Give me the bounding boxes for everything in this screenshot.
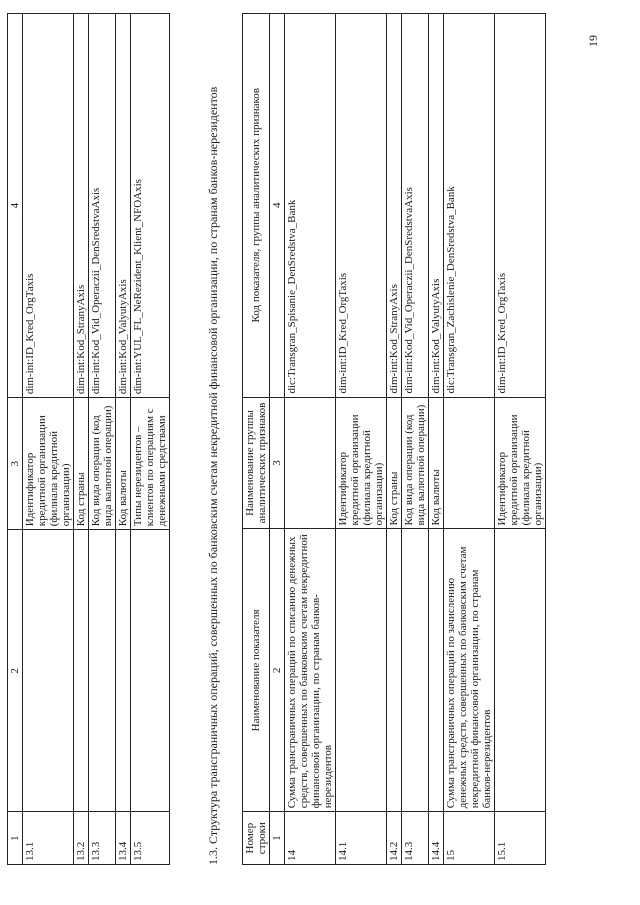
indicator-code: dim-int:Kod_ValyutyAxis: [116, 14, 131, 398]
table-row: [495, 14, 546, 865]
main-table: [242, 13, 546, 865]
table-row: [89, 14, 116, 865]
group-name: Идентификатор кредитной организации (филиала кредитной организации): [336, 397, 387, 529]
indicator-code: dim-int:Kod_StranyAxis: [387, 14, 402, 398]
table-header-numbers-row: [270, 14, 285, 865]
row-number: 13.2: [74, 812, 89, 865]
row-number: 13.5: [131, 812, 170, 865]
group-name: Идентификатор кредитной организации (филиала кредитной организации): [495, 397, 546, 529]
row-number: 14.3: [402, 812, 429, 865]
header-row-number: Номер строки: [243, 812, 270, 865]
indicator-name: [495, 529, 546, 812]
indicator-code: dic:Transgran_Zachislenie_DenSredstva_Bank: [444, 14, 495, 398]
header-group-name: Наименование группы аналитических признаков: [243, 397, 270, 529]
group-name: Код валюты: [429, 397, 444, 529]
group-name: Код вида операции (код вида валютной операции): [402, 397, 429, 529]
indicator-name: Сумма трансграничных операций по списанию денежных средств, совершенных по банковским счетам некредитной финансовой организации, по странам банков-нерезидентов: [285, 529, 336, 812]
row-number: 13.1: [23, 812, 74, 865]
header-number: 3: [8, 398, 23, 530]
header-number: 1: [270, 812, 285, 865]
indicator-code: dim-int:ID_Kred_OrgTaxis: [336, 14, 387, 398]
indicator-name: [387, 529, 402, 812]
top-table: [7, 13, 170, 865]
section-caption: 1.3. Структура трансграничных операций, совершенных по банковским счетам некредитной финансовой организации, по странам банков-нерезидентов: [206, 86, 220, 865]
group-name: Код страны: [387, 397, 402, 529]
table-header-row: [8, 14, 23, 865]
table-row: [116, 14, 131, 865]
row-number: 15.1: [495, 812, 546, 865]
indicator-name: [402, 529, 429, 812]
header-number: 4: [270, 14, 285, 398]
indicator-name: [429, 529, 444, 812]
indicator-name: [74, 530, 89, 812]
table-row: [74, 14, 89, 865]
header-number: 3: [270, 397, 285, 529]
indicator-code: dic:Transgran_Spisanie_DenSredstva_Bank: [285, 14, 336, 398]
row-number: 13.4: [116, 812, 131, 865]
header-indicator-code: Код показателя, группы аналитических признаков: [243, 14, 270, 398]
table-row: [429, 14, 444, 865]
group-name: [444, 397, 495, 529]
indicator-code: dim-int:Kod_StranyAxis: [74, 14, 89, 398]
table-row: [285, 14, 336, 865]
header-indicator-name: Наименование показателя: [243, 529, 270, 812]
indicator-name: [336, 529, 387, 812]
table-row: [402, 14, 429, 865]
header-number: 4: [8, 14, 23, 398]
header-number: 2: [270, 529, 285, 812]
group-name: [285, 397, 336, 529]
group-name: Идентификатор кредитной организации (филиала кредитной организации): [23, 398, 74, 530]
indicator-code: dim-int:ID_Kred_OrgTaxis: [23, 14, 74, 398]
row-number: 15: [444, 812, 495, 865]
group-name: Код страны: [74, 398, 89, 530]
indicator-code: dim-int:Kod_ValyutyAxis: [429, 14, 444, 398]
group-name: Типы нерезидентов – клиентов по операциям с денежными средствами: [131, 398, 170, 530]
page-number: 19: [586, 35, 600, 47]
indicator-name: [89, 530, 116, 812]
indicator-code: dim-int:YUL_FL_NeRezident_Klient_NFOAxis: [131, 14, 170, 398]
table-row: [444, 14, 495, 865]
indicator-name: [131, 530, 170, 812]
indicator-code: dim-int:ID_Kred_OrgTaxis: [495, 14, 546, 398]
row-number: 14.2: [387, 812, 402, 865]
table-row: [387, 14, 402, 865]
row-number: 14.4: [429, 812, 444, 865]
table-row: [23, 14, 74, 865]
table-header-row: [243, 14, 270, 865]
row-number: 13.3: [89, 812, 116, 865]
indicator-name: Сумма трансграничных операций по зачислению денежных средств, совершенных по банковским счетам некредитной финансовой организации, по странам банков-нерезидентов: [444, 529, 495, 812]
row-number: 14: [285, 812, 336, 865]
indicator-name: [116, 530, 131, 812]
indicator-code: dim-int:Kod_Vid_Operaczii_DenSredstvaAxis: [402, 14, 429, 398]
indicator-name: [23, 530, 74, 812]
group-name: Код вида операции (код вида валютной операции): [89, 398, 116, 530]
header-number: 1: [8, 812, 23, 865]
table-row: [336, 14, 387, 865]
indicator-code: dim-int:Kod_Vid_Operaczii_DenSredstvaAxis: [89, 14, 116, 398]
group-name: Код валюты: [116, 398, 131, 530]
header-number: 2: [8, 530, 23, 812]
table-row: [131, 14, 170, 865]
row-number: 14.1: [336, 812, 387, 865]
